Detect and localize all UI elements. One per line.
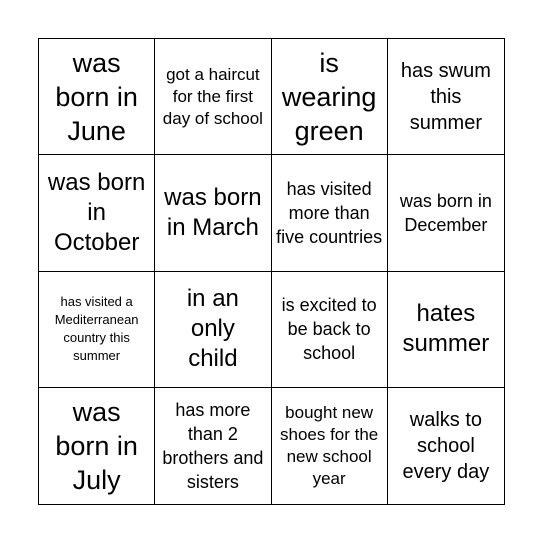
bingo-cell-text: walks to school every day — [402, 408, 490, 483]
bingo-cell[interactable] — [388, 39, 504, 155]
bingo-cell-text: is excited to be back to school — [281, 295, 377, 364]
bingo-cell[interactable] — [272, 155, 388, 271]
bingo-cell[interactable] — [388, 272, 504, 388]
bingo-cell[interactable] — [388, 388, 504, 504]
bingo-cell[interactable] — [155, 388, 271, 504]
bingo-cell[interactable] — [272, 388, 388, 504]
bingo-cell-text: got a haircut for the first day of school — [162, 64, 263, 128]
bingo-cell[interactable] — [39, 388, 155, 504]
bingo-cell-text: was born in December — [399, 190, 492, 235]
bingo-cell-text: was born in July — [55, 396, 138, 495]
bingo-cell-text: is wearing green — [281, 47, 377, 146]
bingo-cell[interactable] — [155, 272, 271, 388]
bingo-cell-text: has swum this summer — [400, 59, 491, 134]
bingo-cell[interactable] — [155, 39, 271, 155]
bingo-cell-text: hates summer — [402, 300, 490, 358]
bingo-cell[interactable] — [272, 39, 388, 155]
bingo-cell-text: was born in October — [47, 168, 146, 256]
bingo-cell[interactable] — [272, 272, 388, 388]
bingo-cell[interactable] — [39, 155, 155, 271]
bingo-cell[interactable] — [388, 155, 504, 271]
bingo-cell-text: in an only child — [186, 285, 239, 373]
bingo-cell-text: has more than 2 brothers and sisters — [162, 399, 264, 492]
bingo-cell[interactable] — [39, 39, 155, 155]
bingo-cell[interactable] — [155, 155, 271, 271]
bingo-board — [38, 38, 505, 505]
bingo-cell-text: has visited a Mediterranean country this summer — [54, 294, 139, 364]
bingo-cell-text: was born in March — [164, 183, 262, 241]
bingo-cell[interactable] — [39, 272, 155, 388]
bingo-cell-text: has visited more than five countries — [276, 178, 383, 247]
bingo-cell-text: was born in June — [55, 47, 138, 146]
bingo-cell-text: bought new shoes for the new school year — [279, 402, 379, 488]
